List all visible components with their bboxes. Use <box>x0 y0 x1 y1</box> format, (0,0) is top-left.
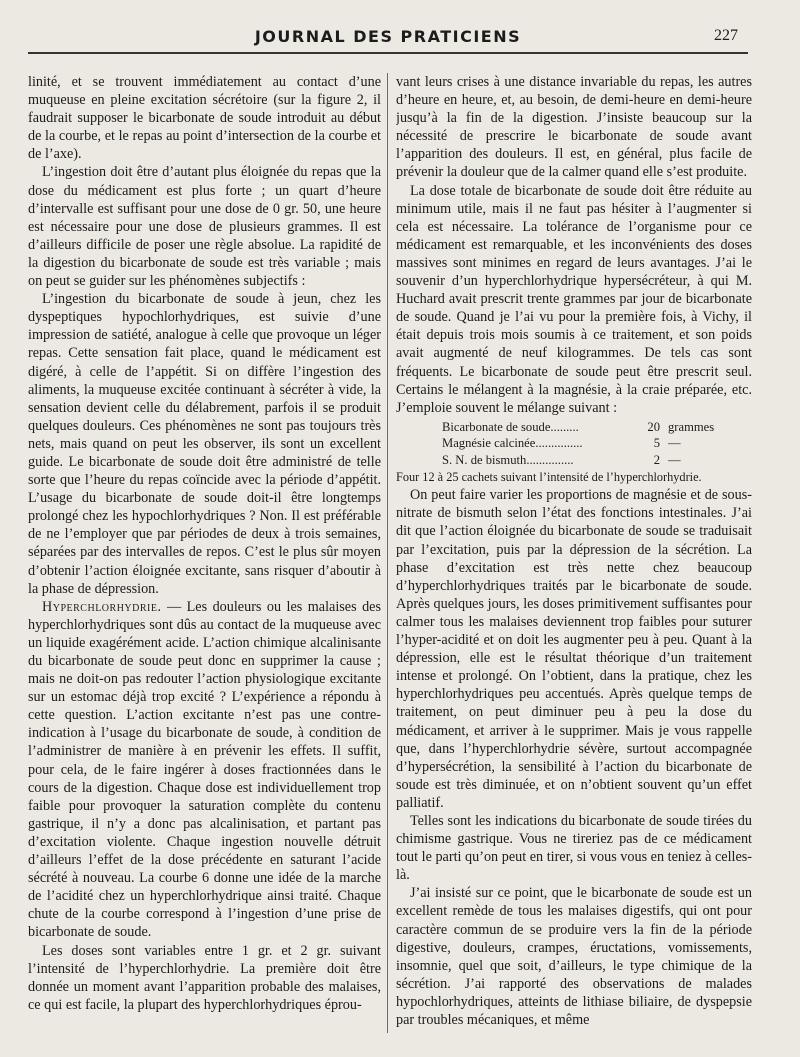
ingredient-unit: — <box>668 436 681 451</box>
page-header <box>28 22 748 62</box>
paragraph: Les doses sont variables entre 1 gr. et 2 gr. suivant l’intensité de l’hyperchlorhydrie. La première doit être donnée un moment avant l’apparition probable des malaises, ce qui est facile, la plupart des hyperchlorhydriques éprou- <box>28 942 381 1013</box>
ingredient-unit: grammes <box>668 419 715 434</box>
paragraph: Telles sont les indications du bicarbonate de soude tirées du chimisme gastrique. Vous ne tireriez pas de ce médicament tout le parti qu’on peut en tirer, si vous vous en teniez à celles-là. <box>396 812 752 884</box>
paragraph: L’ingestion doit être d’autant plus éloignée du repas que la dose du médicament est plus forte ; un quart d’heure d’intervalle est suffisant pour une dose de 0 gr. 50, une heure est nécessaire pour une dose de plusieurs grammes. Il est d’ailleurs difficile de poser une règle absolue. La rapidité de la digestion du bicarbonate de soude est très variable ; mais on peut se guider sur les phénomènes subjectifs : <box>28 164 381 290</box>
formula-note: Four 12 à 25 cachets suivant l’intensité de l’hyperchlorhydrie. <box>396 470 702 485</box>
section-heading: Hyperchlorhydrie. <box>42 598 162 615</box>
right-column <box>396 73 752 1043</box>
ingredient-name: Magnésie calcinée............... <box>442 436 583 451</box>
column-divider <box>387 73 388 1033</box>
page-number: 227 <box>714 27 738 44</box>
ingredient-amount: 5 <box>653 436 660 451</box>
paragraph: vant leurs crises à une distance invariable du repas, les autres d’heure en heure, et, au besoin, de demi-heure en demi-heure jusqu’à la fin de la digestion. J’insiste beaucoup sur la nécessité de prescrire le bicarbonate de soude avant l’apparition des douleurs. Il est, en général, plus facile de prévenir la douleur que de la calmer quand elle s’est produite. <box>396 74 752 181</box>
formula-row <box>396 452 752 469</box>
paragraph: On peut faire varier les proportions de magnésie et de sous-nitrate de bismuth selon l’état des fonctions intestinales. J’ai dit que l’action éloignée du bicarbonate de soude se traduisait par l’excitation, puis par la dépression de la sécrétion. La phase d’excitation est très nette chez beaucoup d’hyperchlorhydriques traités par le bicarbonate de soude. Après quelques jours, les doses primitivement suffisantes pour calmer tous les malaises deviennent trop faibles pour suturer l’hyper-acidité et on doit les augmenter peu à peu. Quant à la dépression, elle est le résultat théorique d’un traitement intense et prolongé. On l’obtient, dans la pratique, chez les hyperchlorhydriques peu accentués. Après quelque temps de traitement, on peut diminuer peu à peu la dose du médicament, et arriver à le supprimer. Mais je vous rappelle que, dans l’hyperchlorhydrie sévère, surtout accompagnée d’hypersécrétion, la sensibilité à l’action du bicarbonate de soude est très diminuée, et on n’obtient souvent qu’un effet palliatif. <box>396 487 752 811</box>
formula-row <box>396 435 752 452</box>
paragraph: L’ingestion du bicarbonate de soude à jeun, chez les dyspeptiques hypochlorhydriques, est suivie d’une impression de satiété, analogue à celle que provoque un léger repas. Cette sensation fait place, quand le médicament est digéré, à celle de l’appétit. Si on diffère l’ingestion des aliments, la muqueuse excitée continuant à sécréter à vide, la sensation devient celle du délabrement, parfois il se produit quelques douleurs. Ces phénomènes ne sont pas toujours très nets, mais quand on peut les observer, ils sont un excellent guide. Le bicarbonate de soude doit être administré de telle sorte que l’heure du repas coïncide avec la période d’appétit. L’usage du bicarbonate de soude doit-il être longtemps prolongé chez les hypochlorhydriques ? Non. Il est préférable de ne l’employer que par périodes de deux à trois semaines, séparées par des intervalles de repos. C’est le plus sûr moyen d’obtenir l’action éloignée excitante, sans risquer d’aboutir à la phase de dépression. <box>28 291 381 597</box>
ingredient-unit: — <box>668 452 681 467</box>
running-title: JOURNAL DES PRATICIENS <box>254 27 522 46</box>
ingredient-amount: 2 <box>653 452 660 467</box>
ingredient-name: S. N. de bismuth............... <box>442 452 574 467</box>
ingredient-name: Bicarbonate de soude......... <box>442 419 579 434</box>
paragraph: linité, et se trouvent immédiatement au contact d’une muqueuse en pleine excitation sécrétoire (sur la figure 2, il faudrait supposer le bicarbonate de soude introduit au début de la courbe, et le repas au point d’intersection de la courbe et de l’axe). <box>28 74 381 163</box>
header-rule <box>28 52 748 54</box>
section-text: — Les douleurs ou les malaises des hyperchlorhydriques sont dûs au contact de la muqueuse avec un liquide exagérément acide. L’action chimique alcalinisante du bicarbonate de soude peut donc en supprimer la cause ; mais ne doit-on pas redouter l’action physiologique excitante sur un estomac déjà trop excité ? L’expérience a répondu à cette question. L’action excitante n’est pas une contre-indication à l’usage du bicarbonate de soude, à condition de l’administrer de manière à en prévenir les effets. Il suffit, pour cela, de le faire ingérer à doses fractionnées dans le cours de la digestion. Chaque dose est individuellement trop faible pour provoquer la saturation complète du contenu gastrique, il n’y a donc pas alcalinisation, et partant pas d’excitation violente. Chaque ingestion nouvelle détruit d’ailleurs l’effet de la dose précédente en saturant l’acide sécrété à nouveau. La courbe 6 donne une idée de la marche de l’acidité chez un hyperchlorhydrique ainsi traité. Chaque chute de la courbe correspond à l’ingestion d’une prise de bicarbonate de soude. <box>28 598 381 941</box>
paragraph: La dose totale de bicarbonate de soude doit être réduite au minimum utile, mais il ne faut pas hésiter à l’augmenter si cela est nécessaire. La tolérance de l’organisme pour ce médicament est remarquable, et les inconvénients des doses massives sont minimes en regard de leurs avantages. J’ai le souvenir d’un hyperchlorhydrique hypersécréteur, à qui M. Huchard avait prescrit trente grammes par jour de bicarbonate de soude. Quand je l’ai vu pour la première fois, à Vichy, il était depuis trois mois soumis à ce traitement, et son poids avait augmenté de neuf kilogrammes. De tels cas sont fréquents. Le bicarbonate de soude peut être prescrit seul. Certains le mélangent à la magnésie, à la craie préparée, etc. J’emploie souvent le mélange suivant : <box>396 182 752 416</box>
section-paragraph-hyperchlorhydrie <box>28 598 381 942</box>
prescription-formula <box>396 419 752 469</box>
left-column <box>28 73 381 1043</box>
paragraph: J’ai insisté sur ce point, que le bicarbonate de soude est un excellent remède de tous les malaises digestifs, qui ont pour caractère commun de se produire vers la fin de la période digestive, douleurs, crampes, éructations, vomissements, insomnie, quel que soit, d’ailleurs, le type chimique de la sécrétion. J’ai rapporté des observations de malades hypochlorhydriques, atteints de lithiase biliaire, de dyspepsie par troubles mécaniques, et même <box>396 885 752 1028</box>
formula-row <box>396 419 752 436</box>
ingredient-amount: 20 <box>647 419 660 434</box>
